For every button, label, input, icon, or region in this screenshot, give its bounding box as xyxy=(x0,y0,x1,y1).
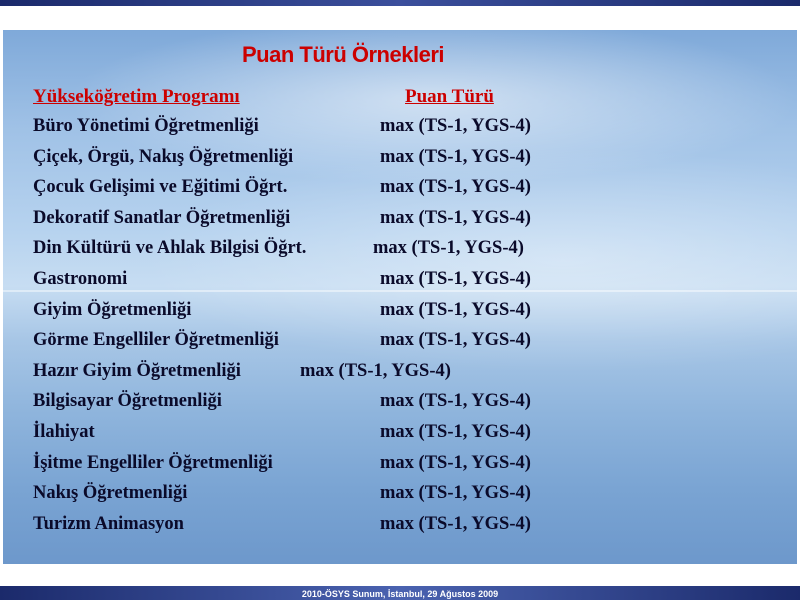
table-row xyxy=(33,361,733,392)
program-name: Gastronomi xyxy=(33,268,128,289)
program-name: İlahiyat xyxy=(33,421,95,442)
score-type: max (TS-1, YGS-4) xyxy=(380,146,531,167)
score-type: max (TS-1, YGS-4) xyxy=(380,330,531,351)
table-row xyxy=(33,391,733,422)
table-row xyxy=(33,330,733,361)
table-row xyxy=(33,483,733,514)
program-list xyxy=(33,116,733,544)
program-name: Görme Engelliler Öğretmenliği xyxy=(33,330,279,351)
table-row xyxy=(33,453,733,484)
table-row xyxy=(33,177,733,208)
program-name: Çiçek, Örgü, Nakış Öğretmenliği xyxy=(33,146,294,167)
table-row xyxy=(33,238,733,269)
program-name: Büro Yönetimi Öğretmenliği xyxy=(33,116,259,136)
table-row xyxy=(33,208,733,239)
column-header-program: Yükseköğretim Programı xyxy=(33,86,240,107)
score-type: max (TS-1, YGS-4) xyxy=(380,513,531,534)
program-name: Bilgisayar Öğretmenliği xyxy=(33,391,222,412)
program-name: Din Kültürü ve Ahlak Bilgisi Öğrt. xyxy=(33,238,307,259)
table-row xyxy=(33,422,733,453)
program-name: Hazır Giyim Öğretmenliği xyxy=(33,360,241,381)
program-name: Dekoratif Sanatlar Öğretmenliği xyxy=(33,207,291,228)
table-row xyxy=(33,116,733,147)
score-type: max (TS-1, YGS-4) xyxy=(380,299,531,320)
score-type: max (TS-1, YGS-4) xyxy=(380,268,531,289)
score-type: max (TS-1, YGS-4) xyxy=(380,207,531,228)
top-margin xyxy=(0,6,800,30)
table-row xyxy=(33,269,733,300)
column-header-score-type: Puan Türü xyxy=(405,86,494,107)
score-type: max (TS-1, YGS-4) xyxy=(380,391,531,412)
table-row xyxy=(33,147,733,178)
score-type: max (TS-1, YGS-4) xyxy=(380,421,531,442)
score-type: max (TS-1, YGS-4) xyxy=(300,360,451,381)
score-type: max (TS-1, YGS-4) xyxy=(380,483,531,504)
score-type: max (TS-1, YGS-4) xyxy=(380,177,531,198)
score-type: max (TS-1, YGS-4) xyxy=(380,452,531,473)
table-header xyxy=(33,86,733,110)
score-type: max (TS-1, YGS-4) xyxy=(373,238,524,259)
program-name: Giyim Öğretmenliği xyxy=(33,299,192,320)
slide-title: Puan Türü Örnekleri xyxy=(242,42,444,67)
program-name: Nakış Öğretmenliği xyxy=(33,483,188,504)
slide-content xyxy=(3,30,797,564)
program-name: Turizm Animasyon xyxy=(33,513,184,534)
table-row xyxy=(33,300,733,331)
score-type: max (TS-1, YGS-4) xyxy=(380,116,531,136)
footer-caption: 2010-ÖSYS Sunum, İstanbul, 29 Ağustos 2009 xyxy=(301,589,499,599)
program-name: Çocuk Gelişimi ve Eğitimi Öğrt. xyxy=(33,177,288,198)
table-row xyxy=(33,514,733,545)
program-name: İşitme Engelliler Öğretmenliği xyxy=(33,452,273,473)
